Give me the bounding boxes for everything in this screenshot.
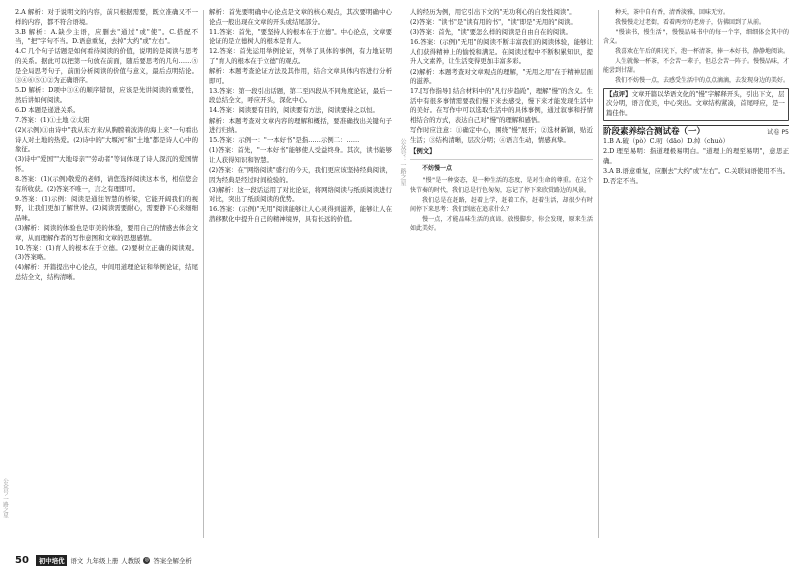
grade-label: 九年级上册 [86,556,119,565]
side-watermark: 公众号·一路之星 [2,478,8,519]
answer-label: 答案全解全析 [153,556,192,565]
column-divider [598,10,599,538]
answer-item: 解析：本题考查论证方法及其作用，结合文章具体内容进行分析即可。 [209,67,392,85]
essay-title: 不妨慢一点 [422,164,453,172]
answer-item: 人的经历为例，用它引出下文的"无功利心的自发性阅读"。 [410,8,576,16]
answer-item: 12.答案：首先运用举例论证，列举了具体的事例，有力地证明了"育人的根本在于立德"的观点。 [209,47,392,65]
column-divider [203,10,204,538]
essay-paragraph: 人生就像一杯茶，不会苦一辈子，但总会苦一阵子。慢慢品味，才能尝到甘甜。 [603,58,789,75]
answer-item: (1)答案：首先，"一本好书"能够使人受益终身。其次，读书能够让人获得知识和智慧。 [209,146,392,164]
example-essay [410,159,593,234]
page-footer [15,554,192,566]
answer-item: 解析：首先要明确中心论点是文章的核心观点，其次要明确中心论点一般出现在文章的开头或结尾部分。 [209,8,392,26]
answer-item: (4)解析：开篇提出中心论点，中间用道理论证和举例论证，结尾总结全文，结构清晰。 [15,263,198,282]
answer-item: 3.B 解析：A.缺少主语，应删去"通过"或"使"。C.搭配不当，"把"字句不当。D.语意重复，去掉"大约"或"左右"。 [15,27,198,46]
essay-paragraph: 我慢慢走过老街，看着两旁的老房子，仿佛回到了从前。 [615,18,766,26]
essay-paragraph: 我喜欢在午后的阳光下，泡一杯清茶，捧一本好书，静静地阅读。 [615,48,789,56]
answer-item: 8.答案：(1)(示例)敬爱的老师，请您选择阅读这本书，相信您会有所收获。(2)答案不唯一，言之有理即可。 [15,175,198,193]
answer-column-1 [15,8,198,550]
answer-column-2 [209,8,392,550]
page-number: 50 [15,554,29,566]
essay-paragraph: "慢"是一种姿态，是一种生活的态度，是对生命的尊重。在这个快节奏的时代，我们总是行色匆匆，忘记了停下来欣赏路边的风景。 [410,177,593,194]
answer-item: 17.[写作指导] 结合材料中的"凡行步趋跄"，理解"慢"的含义。生活中有很多事情需要我们慢下来去感受，慢下来才能发现生活中的美好。在写作中可以选取生活中的具体事例，通过叙事和抒情相结合的方式，表达自己对"慢"的理解和感悟。 [410,87,593,125]
brand-label: 初中培优 [36,555,68,566]
answer-column-4 [603,8,789,550]
answer-item: 2.A 解析：对于说明文的内容，前只根据需要，既立准确又不一样的内容，都不符合语境。 [15,8,198,26]
edition-label: 人教版 [121,556,141,565]
answer-item: 9.答案：(1)示例：阅读是通往智慧的桥梁，它能开阔我们的视野，让我们更加了解世界。(2)阅读需要耐心，需要静下心来细细品味。 [15,194,198,222]
answer-item: 10.答案：(1)育人的根本在于立德。(2)要树立正确的阅读观。(3)答案略。 [15,243,198,262]
answer-item: (3)解析：阅读的体验也是审美的体验，要用自己的情感去体会文章，从而理解作者的写作意图和文章的思想感情。 [15,224,198,242]
essay-paragraph: 我们不妨慢一点，去感受生活中的点点滴滴，去发现身边的美好。 [615,77,789,85]
answer-item: 7.答案：(1)①土地 ②太阳 [15,116,90,125]
section-title: 阶段素养综合测试卷（一） [603,126,706,137]
answer-item: 16.答案：(示例)"无用"阅读能够让人心灵得到滋养，能够让人在潜移默化中提升自己的精神境界，具有长远的价值。 [209,205,392,223]
answer-item: 16.答案：(示例)"无用"的阅读不断丰富我们的阅读体验，能够让人们获得精神上的愉悦和满足。在阅读过程中不断积累知识，提升人文素养，让生活变得更加丰富多彩。 [410,38,593,66]
review-box [603,88,789,121]
answer-item: (2)(示例)①由诗中"我从东方来/从胸膛着波涛的海上来"一句看出诗人对土地的热爱。(2)诗中的"大堰河"和"土地"都是诗人心中的象征。 [15,126,198,154]
answer-item: 13.答案：第一段引出话题，第二至四段从不同角度论证，最后一段总结全文，呼应开头，深化中心。 [209,86,392,105]
answer-item: 14.答案：阅读要有目的，阅读要有方法，阅读要持之以恒。 [209,106,379,115]
answer-item: 解析：本题考查对文章内容的理解和概括，要准确找出关键句子进行归纳。 [209,116,392,135]
review-tag: 【点评】 [606,89,632,98]
answer-item: 1.B A.破（pò）C.叨（dāo）D.绰（chuò） [603,137,729,146]
essay-paragraph: 我们总是在赶路，赶着上学，赶着工作，赶着生活，却很少有时间停下来思考：我们到底在追求什么？ [410,196,593,214]
example-essay-continued [603,8,789,86]
section-page-ref: 试卷 P5 [766,128,789,136]
answer-item: 5.D 解析：D项中③④的顺序错误，应该是先讲阅读的重要性，然后讲如何阅读。 [15,86,198,104]
answer-item: 11.答案：首先，"要坚持人的根本在于立德"。中心论点，文章要论证的是立德树人的根本是育人。 [209,27,392,46]
subject-label: 语文 [70,556,84,565]
binding-mark: 公众号：一路之星 [399,138,406,186]
review-text: 文章开篇以华语文化的"慢"字解释开头，引出下文，层次分明，语言优美，中心突出。文章结构紧凑，首尾呼应，是一篇佳作。 [606,89,785,117]
essay-paragraph: 种天，茶中自有香，清香淡雅，回味无穷。 [615,9,730,16]
answer-item: 15.答案：示例一："一本好书"是指……示例二：…… [209,136,360,145]
answer-item: (2)答案："读书"是"读有用的书"，"读"即是"无用的"阅读。 [410,18,577,27]
example-label: 【例文】 [410,147,436,156]
answer-item: (2)解析：本题考查对文章观点的理解，"无用之用"在于精神层面的滋养。 [410,67,593,86]
answer-item: 3.A B.语意重复，应删去"大约"或"左右"。C.关联词语使用不当。D.否定不当。 [603,166,789,185]
answer-item: (3)答案：首先，"读"要怎么样的阅读是自由自在的阅读。 [410,28,572,37]
answer-item: 6.D 本题是递进关系。 [15,105,80,114]
answer-item: (3)诗中"爱国""大地母亲""劳动者"等词体现了诗人深沉的爱国情怀。 [15,155,198,173]
circle-logo-icon: ◎ [144,556,150,563]
answer-column-3 [410,8,593,550]
answer-item: 4.C 几个句子话题是如何看待阅读的价值，说明的是阅读与思考的关系。据此可以把第一句放在前面，随后要思考的几句……⑤是全局思考句子，前面分析阅读的价值与意义，最后点明结论。③④⑥⑤①②为正确语序。 [15,47,198,85]
essay-paragraph: "慢读书，慢生活"，慢慢品味书中的每一个字，细细体会其中的含义。 [603,28,789,46]
section-heading [603,125,789,138]
answer-item: 写作时应注意：①确定中心，围绕"慢"展开；②选材新颖，贴近生活；③结构清晰，层次分明；④语言生动，情感真挚。 [410,126,593,144]
answer-item: (2)答案：在"网络阅读"盛行的今天，我们更应该坚持经典阅读，因为经典是经过时间检验的。 [209,166,392,184]
essay-paragraph: 慢一点，才能品味生活的真谛。放慢脚步，你会发现，原来生活如此美好。 [410,215,593,233]
answer-item: 2.D 理至易明：指道理极易明白。"道理上的理至易明"，意思正确。 [603,147,789,165]
answer-item: (3)解析：这一段话运用了对比论证，将网络阅读与纸质阅读进行对比，突出了纸质阅读的优势。 [209,185,392,204]
